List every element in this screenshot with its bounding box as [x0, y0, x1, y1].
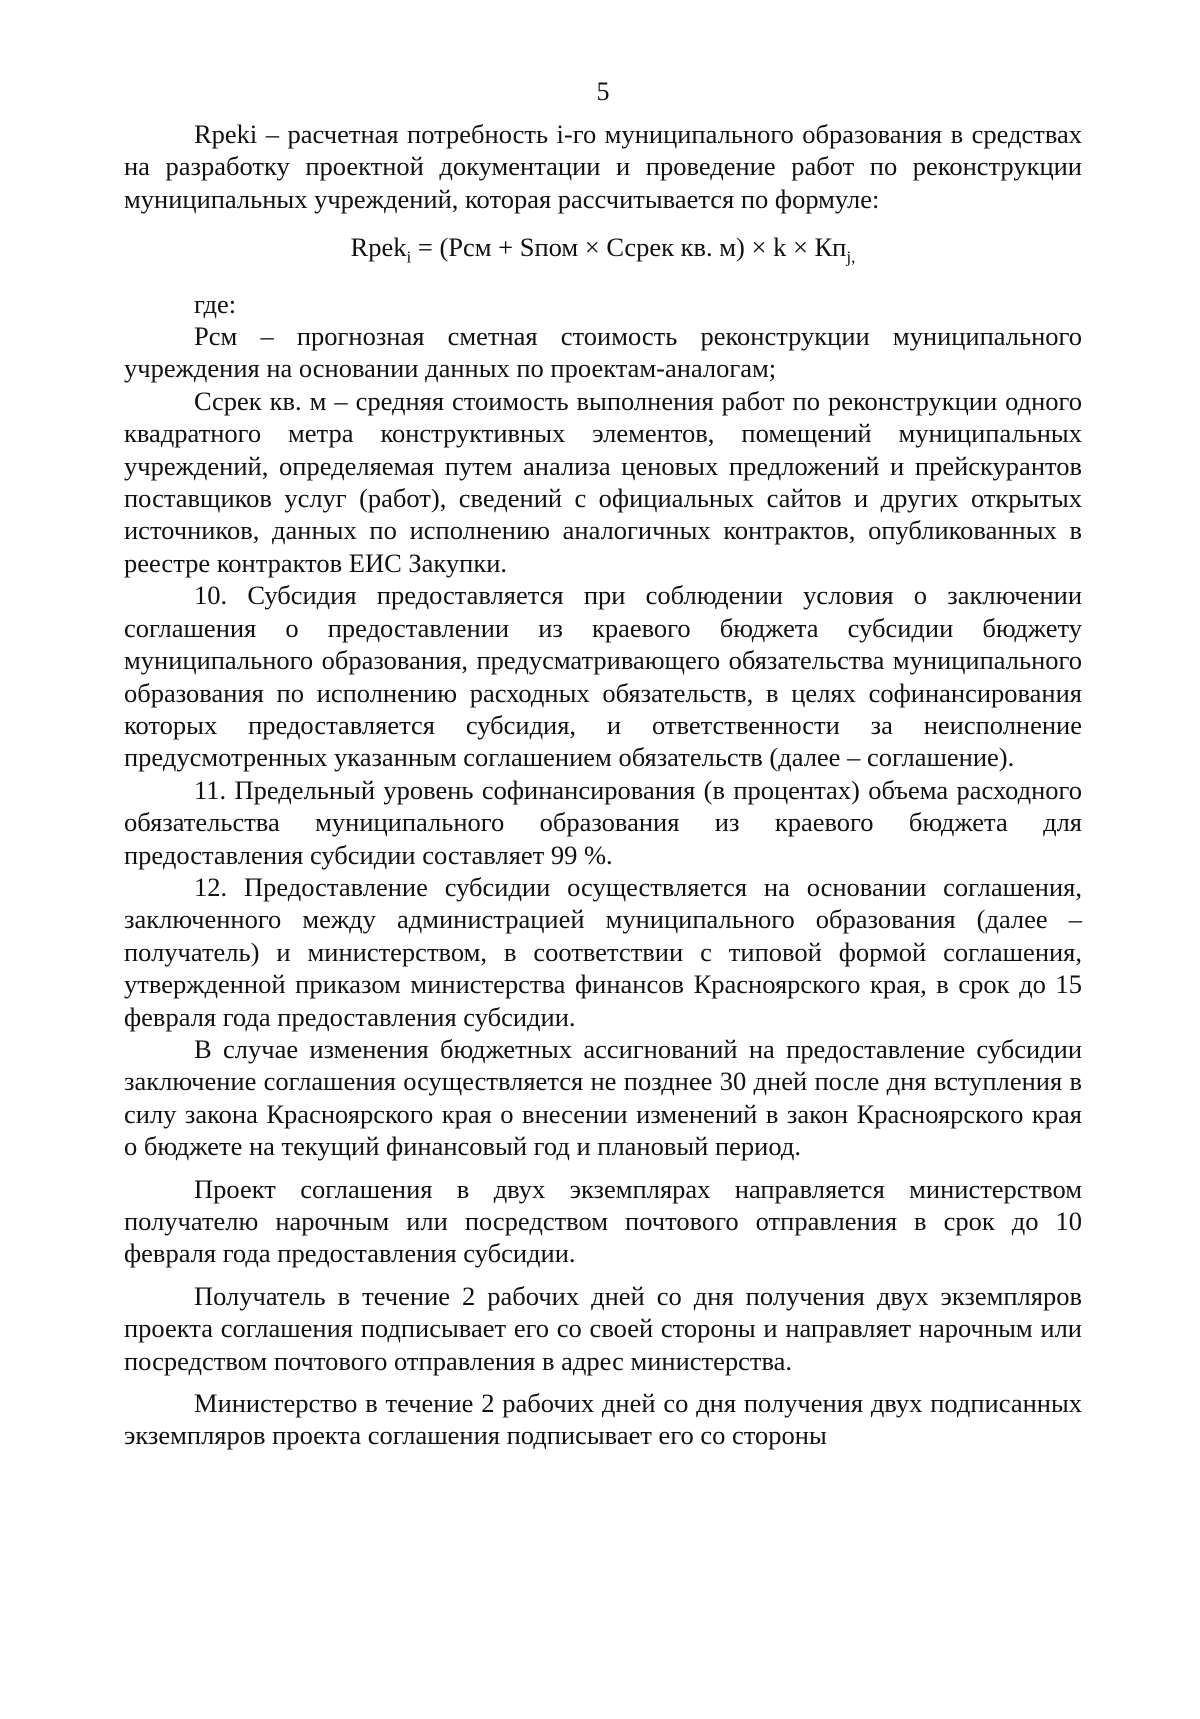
formula-rpek [124, 231, 1082, 267]
formula-lhs-subscript: i [406, 247, 412, 267]
page-number: 5 [596, 77, 610, 106]
document-page [124, 78, 1082, 1452]
paragraph-recipient-signing: Получатель в течение 2 рабочих дней со дня получения двух экземпляров проекта соглашения подписывает его со своей стороны и направляет нарочным или посредством почтового отправления в адрес министерства. [124, 1280, 1082, 1376]
formula-lhs: Rpek [350, 232, 407, 263]
paragraph-ministry-signing: Министерство в течение 2 рабочих дней со дня получения двух подписанных экземпляров проекта соглашения подписывает его со стороны [124, 1388, 1082, 1451]
paragraph-budget-change: В случае изменения бюджетных ассигнований на предоставление субсидии заключение соглашения осуществляется не позднее 30 дней после дня вступления в силу закона Красноярского края о внесении изменений в закон Красноярского края о бюджете на текущий финансовый год и плановый период. [124, 1033, 1082, 1162]
paragraph-clause-12: 12. Предоставление субсидии осуществляется на основании соглашения, заключенного между администрацией муниципального образования (далее – получатель) и министерством, в соответствии с типовой формой соглашения, утвержденной приказом министерства финансов Красноярского края, в срок до 15 февраля года предоставления субсидии. [124, 871, 1082, 1032]
formula-rhs-subscript: j, [846, 247, 856, 267]
paragraph-where: где: [194, 288, 237, 319]
paragraph-draft-agreement: Проект соглашения в двух экземплярах направляется министерством получателю нарочным или посредством почтового отправления в срок до 10 февраля года предоставления субсидии. [124, 1173, 1082, 1269]
paragraph-rsm-definition: Рсм – прогнозная сметная стоимость реконструкции муниципального учреждения на основании данных по проектам-аналогам; [124, 321, 1082, 384]
paragraph-ssrek-definition: Ссрек кв. м – средняя стоимость выполнения работ по реконструкции одного квадратного метра конструктивных элементов, помещений муниципальных учреждений, определяемая путем анализа ценовых предложений и прейскурантов поставщиков услуг (работ), сведений с официальных сайтов и других открытых источников, данных по исполнению аналогичных контрактов, опубликованных в реестре контрактов ЕИС Закупки. [124, 385, 1082, 578]
formula-rhs: = (Рсм + Sпом × Ссрек кв. м) × k × Кп [411, 232, 847, 263]
paragraph-clause-11: 11. Предельный уровень софинансирования (в процентах) объема расходного обязательства муниципального образования из краевого бюджета для предоставления субсидии составляет 99 %. [124, 774, 1082, 870]
paragraph-clause-10: 10. Субсидия предоставляется при соблюдении условия о заключении соглашения о предоставлении из краевого бюджета субсидии бюджету муниципального образования, предусматривающего обязательства муниципального образования по исполнению расходных обязательств, в целях софинансирования которых предоставляется субсидия, и ответственности за неисполнение предусмотренных указанным соглашением обязательств (далее – соглашение). [124, 580, 1082, 773]
paragraph-rpek-definition: Rpekі – расчетная потребность і-го муниципального образования в средствах на разработку проектной документации и проведение работ по реконструкции муниципальных учреждений, которая рассчитывается по формуле: [124, 119, 1082, 214]
